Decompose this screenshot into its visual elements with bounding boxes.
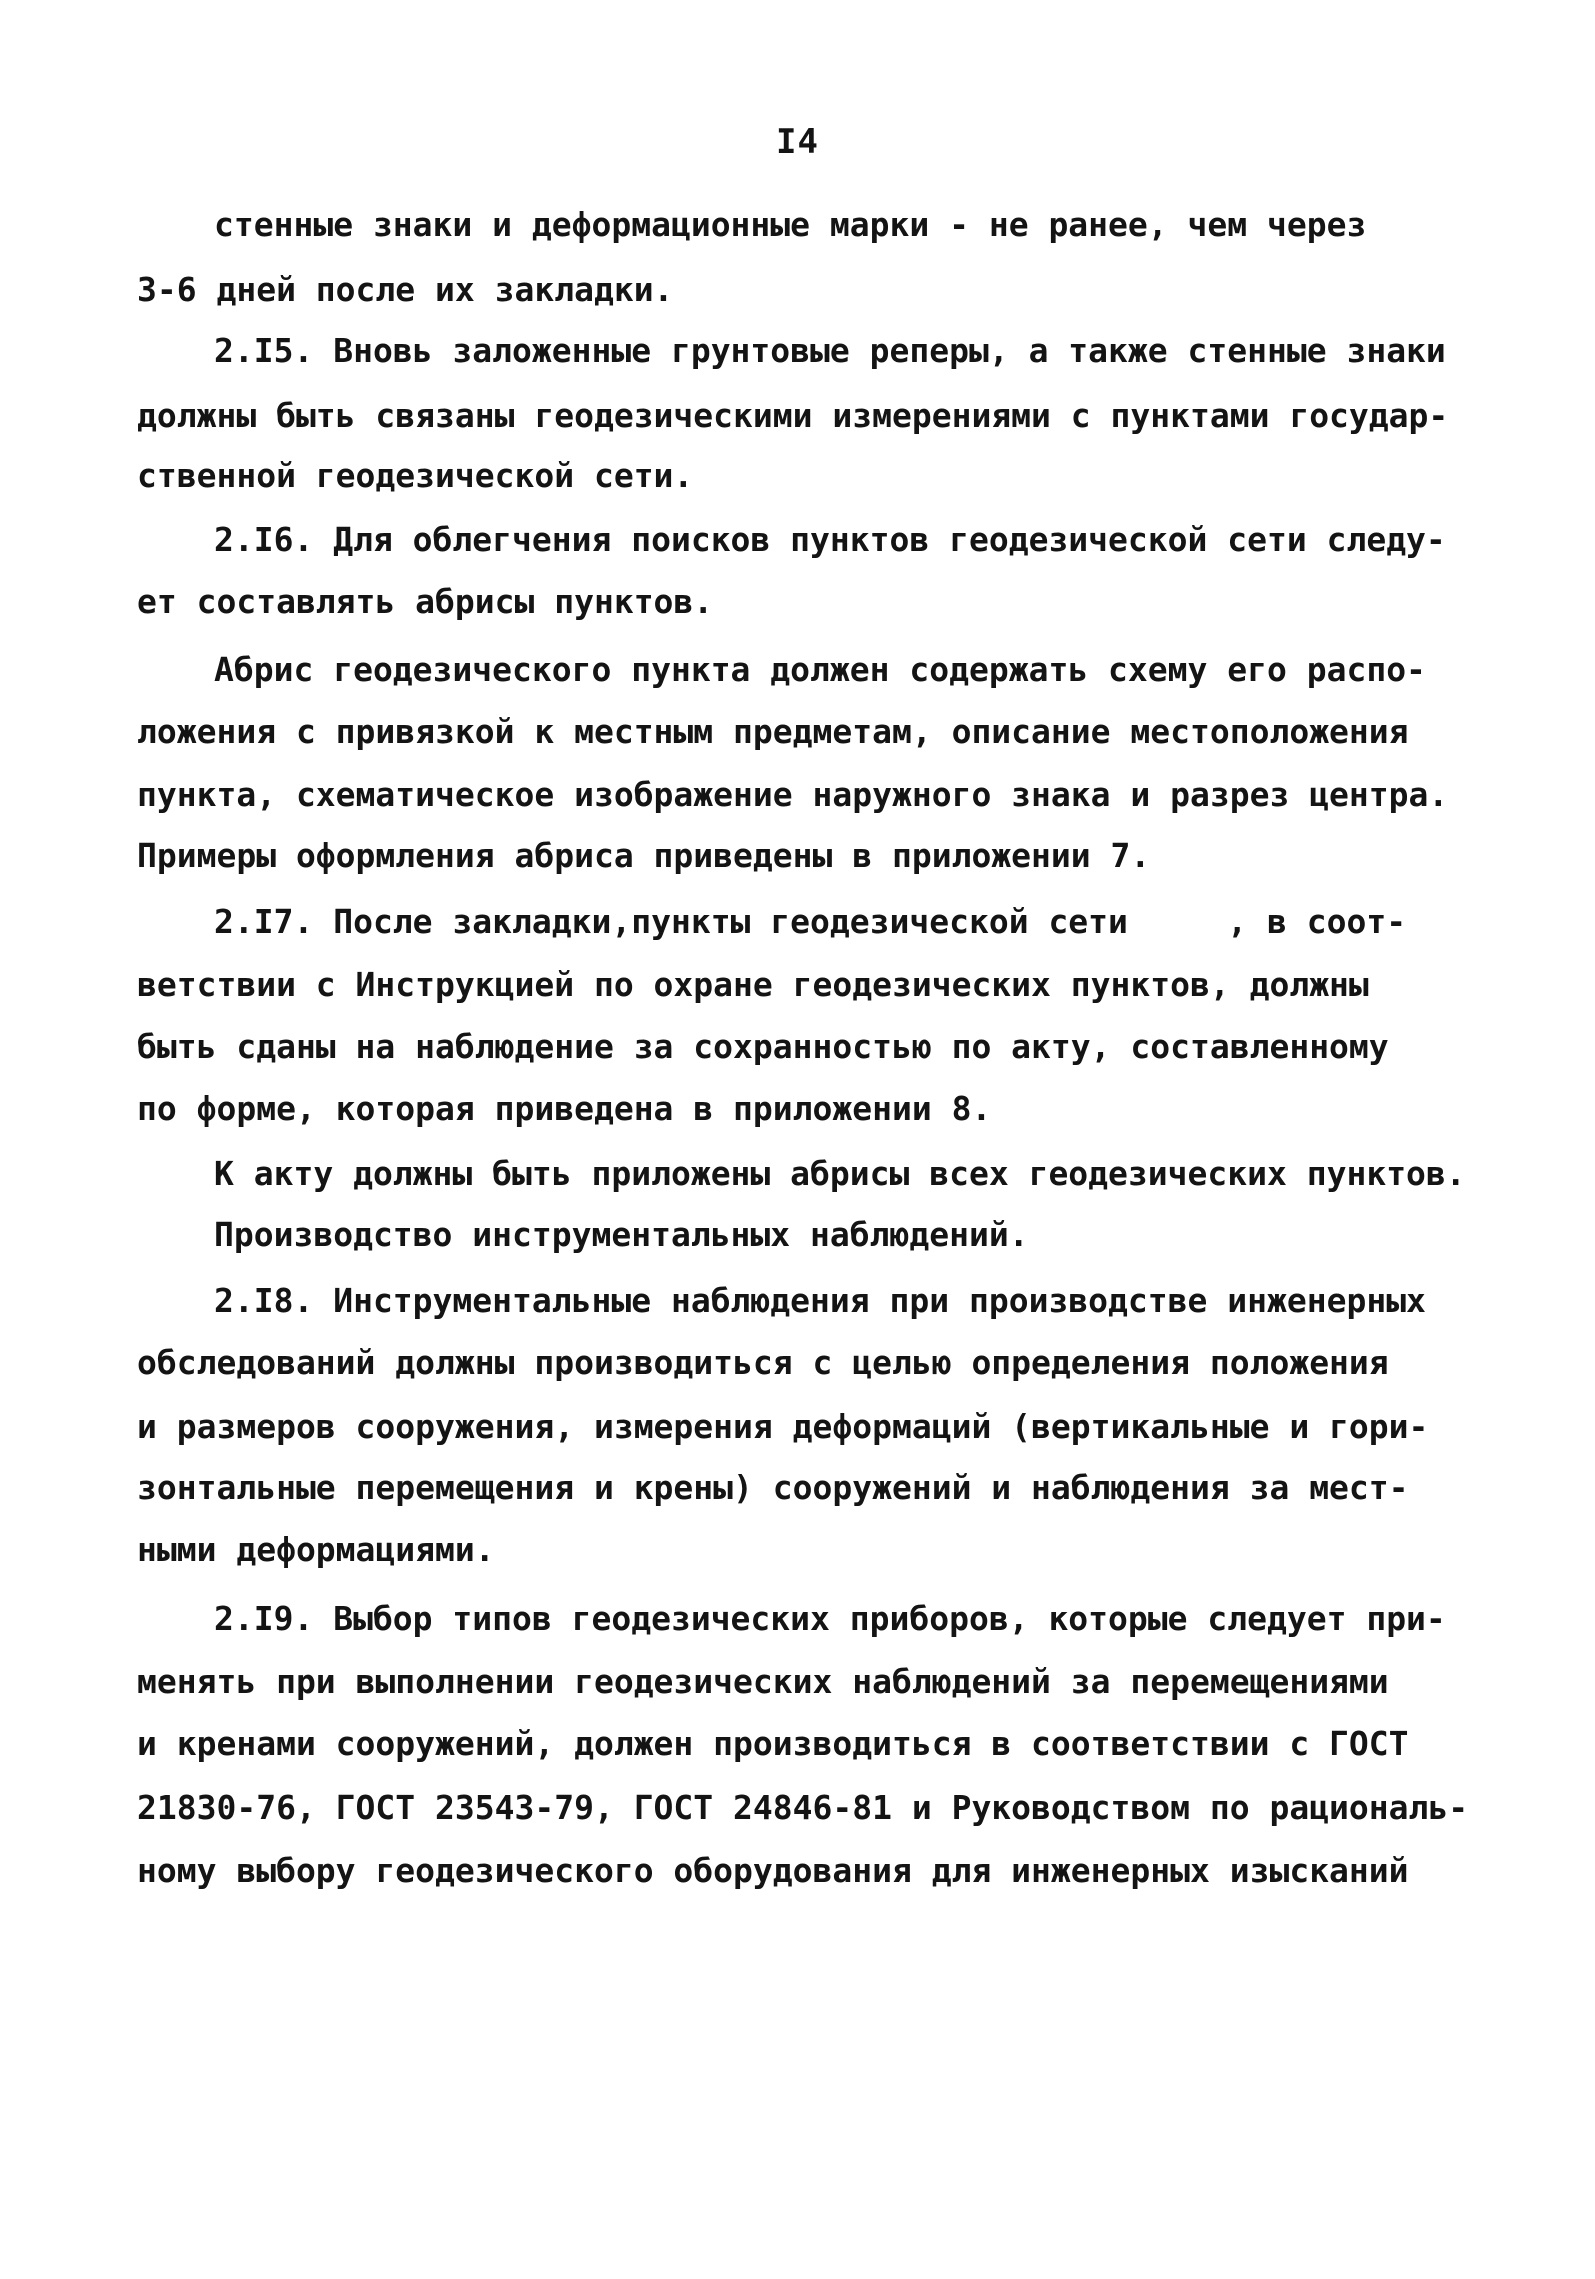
text-line: пункта, схематическое изображение наружного знака и разрез центра. [137, 775, 1449, 814]
text-line: зонтальные перемещения и крены) сооружений и наблюдения за мест- [137, 1468, 1409, 1507]
text-line: 2.I5. Вновь заложенные грунтовые реперы, а также стенные знаки [214, 331, 1446, 370]
text-line: Примеры оформления абриса приведены в приложении 7. [137, 836, 1151, 875]
text-line: 2.I9. Выбор типов геодезических приборов, которые следует при- [214, 1599, 1446, 1638]
text-line: 21830-76, ГОСТ 23543-79, ГОСТ 24846-81 и Руководством по рациональ- [137, 1788, 1469, 1827]
text-line: ложения с привязкой к местным предметам, описание местоположения [137, 712, 1409, 751]
text-line: 2.I8. Инструментальные наблюдения при производстве инженерных [214, 1281, 1426, 1320]
text-line: обследований должны производиться с целью определения положения [137, 1343, 1389, 1382]
text-line: 2.I6. Для облегчения поисков пунктов геодезической сети следу- [214, 520, 1446, 559]
text-line: ными деформациями. [137, 1530, 495, 1569]
text-line: 3-6 дней после их закладки. [137, 270, 674, 309]
text-line: должны быть связаны геодезическими измерениями с пунктами государ- [137, 396, 1449, 435]
page-number: I4 [776, 122, 819, 162]
text-line: менять при выполнении геодезических наблюдений за перемещениями [137, 1662, 1389, 1701]
section-heading: Производство инструментальных наблюдений. [214, 1215, 1029, 1254]
text-line: и кренами сооружений, должен производиться в соответствии с ГОСТ [137, 1724, 1409, 1763]
text-line: ветствии с Инструкцией по охране геодезических пунктов, должны [137, 965, 1369, 1004]
text-line: быть сданы на наблюдение за сохранностью по акту, составленному [137, 1027, 1389, 1066]
text-line: Абрис геодезического пункта должен содержать схему его распо- [214, 650, 1426, 689]
text-line: К акту должны быть приложены абрисы всех геодезических пунктов. [214, 1154, 1466, 1193]
text-line: по форме, которая приведена в приложении 8. [137, 1089, 992, 1128]
text-line: ному выбору геодезического оборудования для инженерных изысканий [137, 1851, 1409, 1890]
text-line: 2.I7. После закладки,пункты геодезической сети , в соот- [214, 902, 1407, 941]
text-line: и размеров сооружения, измерения деформаций (вертикальные и гори- [137, 1407, 1429, 1446]
text-line: ственной геодезической сети. [137, 456, 694, 495]
text-line: стенные знаки и деформационные марки - не ранее, чем через [214, 205, 1367, 244]
text-line: ет составлять абрисы пунктов. [137, 582, 714, 621]
